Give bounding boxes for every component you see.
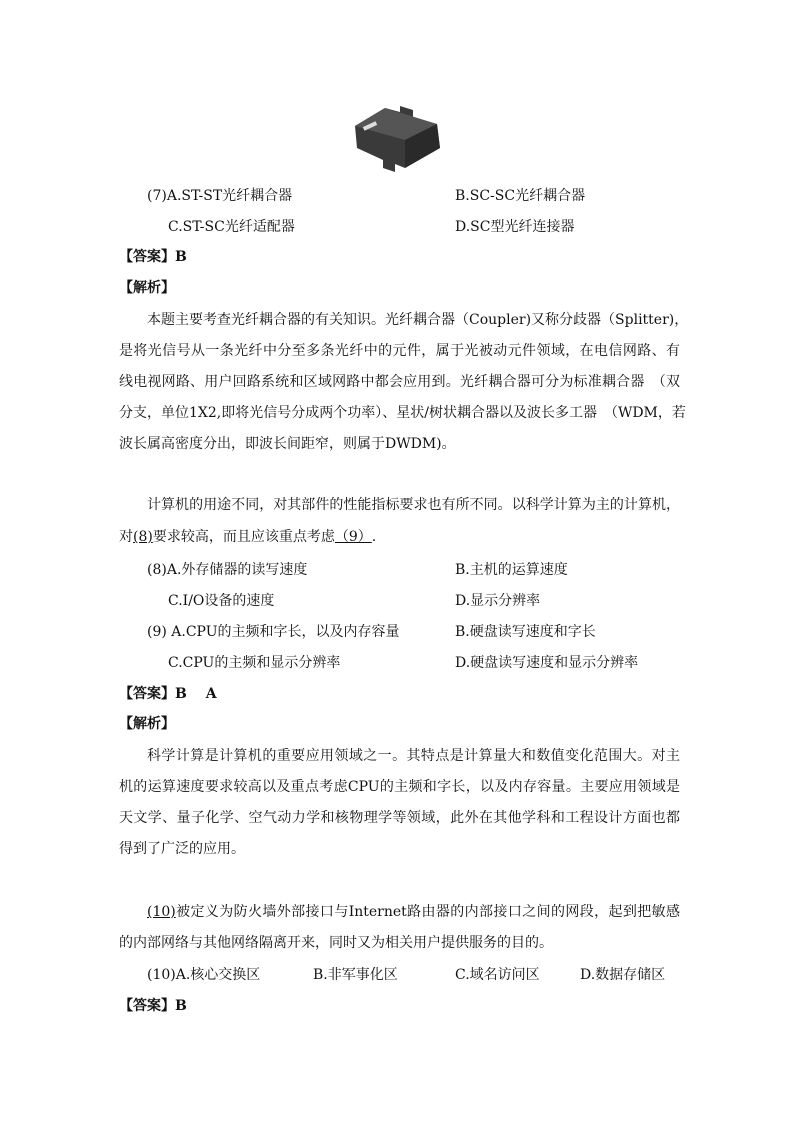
q7-option-a: (7)A.ST-ST光纤耦合器: [147, 188, 293, 204]
q89-stem-line: [119, 527, 376, 547]
answer-label: 【答案】: [119, 249, 175, 265]
q10-option-c: C.域名访问区: [455, 967, 540, 983]
analysis-line: 机的运算速度要求较高以及重点考虑CPU的主频和字长，以及内存容量。主要应用领域是: [119, 779, 680, 795]
analysis-line: 科学计算是计算机的重要应用领域之一。其特点是计算量大和数值变化范围大。对主: [147, 748, 680, 764]
stem-text: 被定义为防火墙外部接口与Internet路由器的内部接口之间的网段，起到把敏感: [175, 904, 680, 920]
answer-value: B: [175, 249, 187, 265]
q7-option-d: D.SC型光纤连接器: [455, 219, 575, 235]
analysis-line: 天文学、量子化学、空气动力学和核物理学等领域，此外在其他学科和工程设计方面也都: [119, 810, 680, 826]
q7-option-c: C.ST-SC光纤适配器: [168, 219, 295, 235]
q9-option-a: (9) A.CPU的主频和字长，以及内存容量: [147, 624, 400, 640]
q8-option-b: B.主机的运算速度: [455, 562, 568, 578]
q9-option-b: B.硬盘读写速度和字长: [455, 624, 596, 640]
analysis-line: 得到了广泛的应用。: [119, 841, 245, 857]
q10-option-b: B.非军事化区: [313, 967, 398, 983]
q10-option-a: (10)A.核心交换区: [147, 967, 261, 983]
q7-analysis-label: 【解析】: [119, 280, 175, 296]
analysis-line: 波长属高密度分出，即波长间距窄，则属于DWDM)。: [119, 436, 456, 452]
answer-value: B A: [175, 686, 217, 702]
answer-label: 【答案】: [119, 998, 175, 1014]
stem-text: 要求较高，而且应该重点考虑: [152, 529, 335, 545]
q7-option-b: B.SC-SC光纤耦合器: [455, 188, 586, 204]
q7-answer: [119, 247, 187, 267]
blank-9: （9）: [334, 529, 372, 545]
analysis-line: 分支，单位1X2,即将光信号分成两个功率）、星状/树状耦合器以及波长多工器 （WDM，若: [119, 405, 686, 421]
answer-label: 【答案】: [119, 686, 175, 702]
analysis-line: 线电视网路、用户回路系统和区域网路中都会应用到。光纤耦合器可分为标准耦合器 （双: [119, 374, 680, 390]
analysis-line: 本题主要考查光纤耦合器的有关知识。光纤耦合器（Coupler)又称分歧器（Splitter)，: [147, 312, 689, 328]
q8-option-a: (8)A.外存储器的读写速度: [147, 562, 308, 578]
fiber-coupler-image: [345, 98, 451, 176]
q10-stem-line: [147, 902, 680, 922]
q9-option-d: D.硬盘读写速度和显示分辨率: [455, 655, 639, 671]
q10-answer: [119, 996, 187, 1016]
q89-answer: [119, 684, 217, 704]
q89-stem-line: 计算机的用途不同，对其部件的性能指标要求也有所不同。以科学计算为主的计算机，: [147, 497, 680, 513]
q10-stem-line: 的内部网络与其他网络隔离开来，同时又为相关用户提供服务的目的。: [119, 935, 553, 951]
answer-value: B: [175, 998, 187, 1014]
q89-analysis-label: 【解析】: [119, 716, 175, 732]
blank-10: (10): [147, 904, 176, 920]
stem-text: .: [371, 529, 377, 545]
stem-text: 对: [119, 529, 133, 545]
blank-8: (8): [133, 529, 153, 545]
q8-option-d: D.显示分辨率: [455, 593, 541, 609]
q10-option-d: D.数据存储区: [580, 967, 666, 983]
analysis-line: 是将光信号从一条光纤中分至多条光纤中的元件，属于光被动元件领域，在电信网路、有: [119, 343, 680, 359]
q9-option-c: C.CPU的主频和显示分辨率: [168, 655, 341, 671]
q8-option-c: C.I/O设备的速度: [168, 593, 275, 609]
